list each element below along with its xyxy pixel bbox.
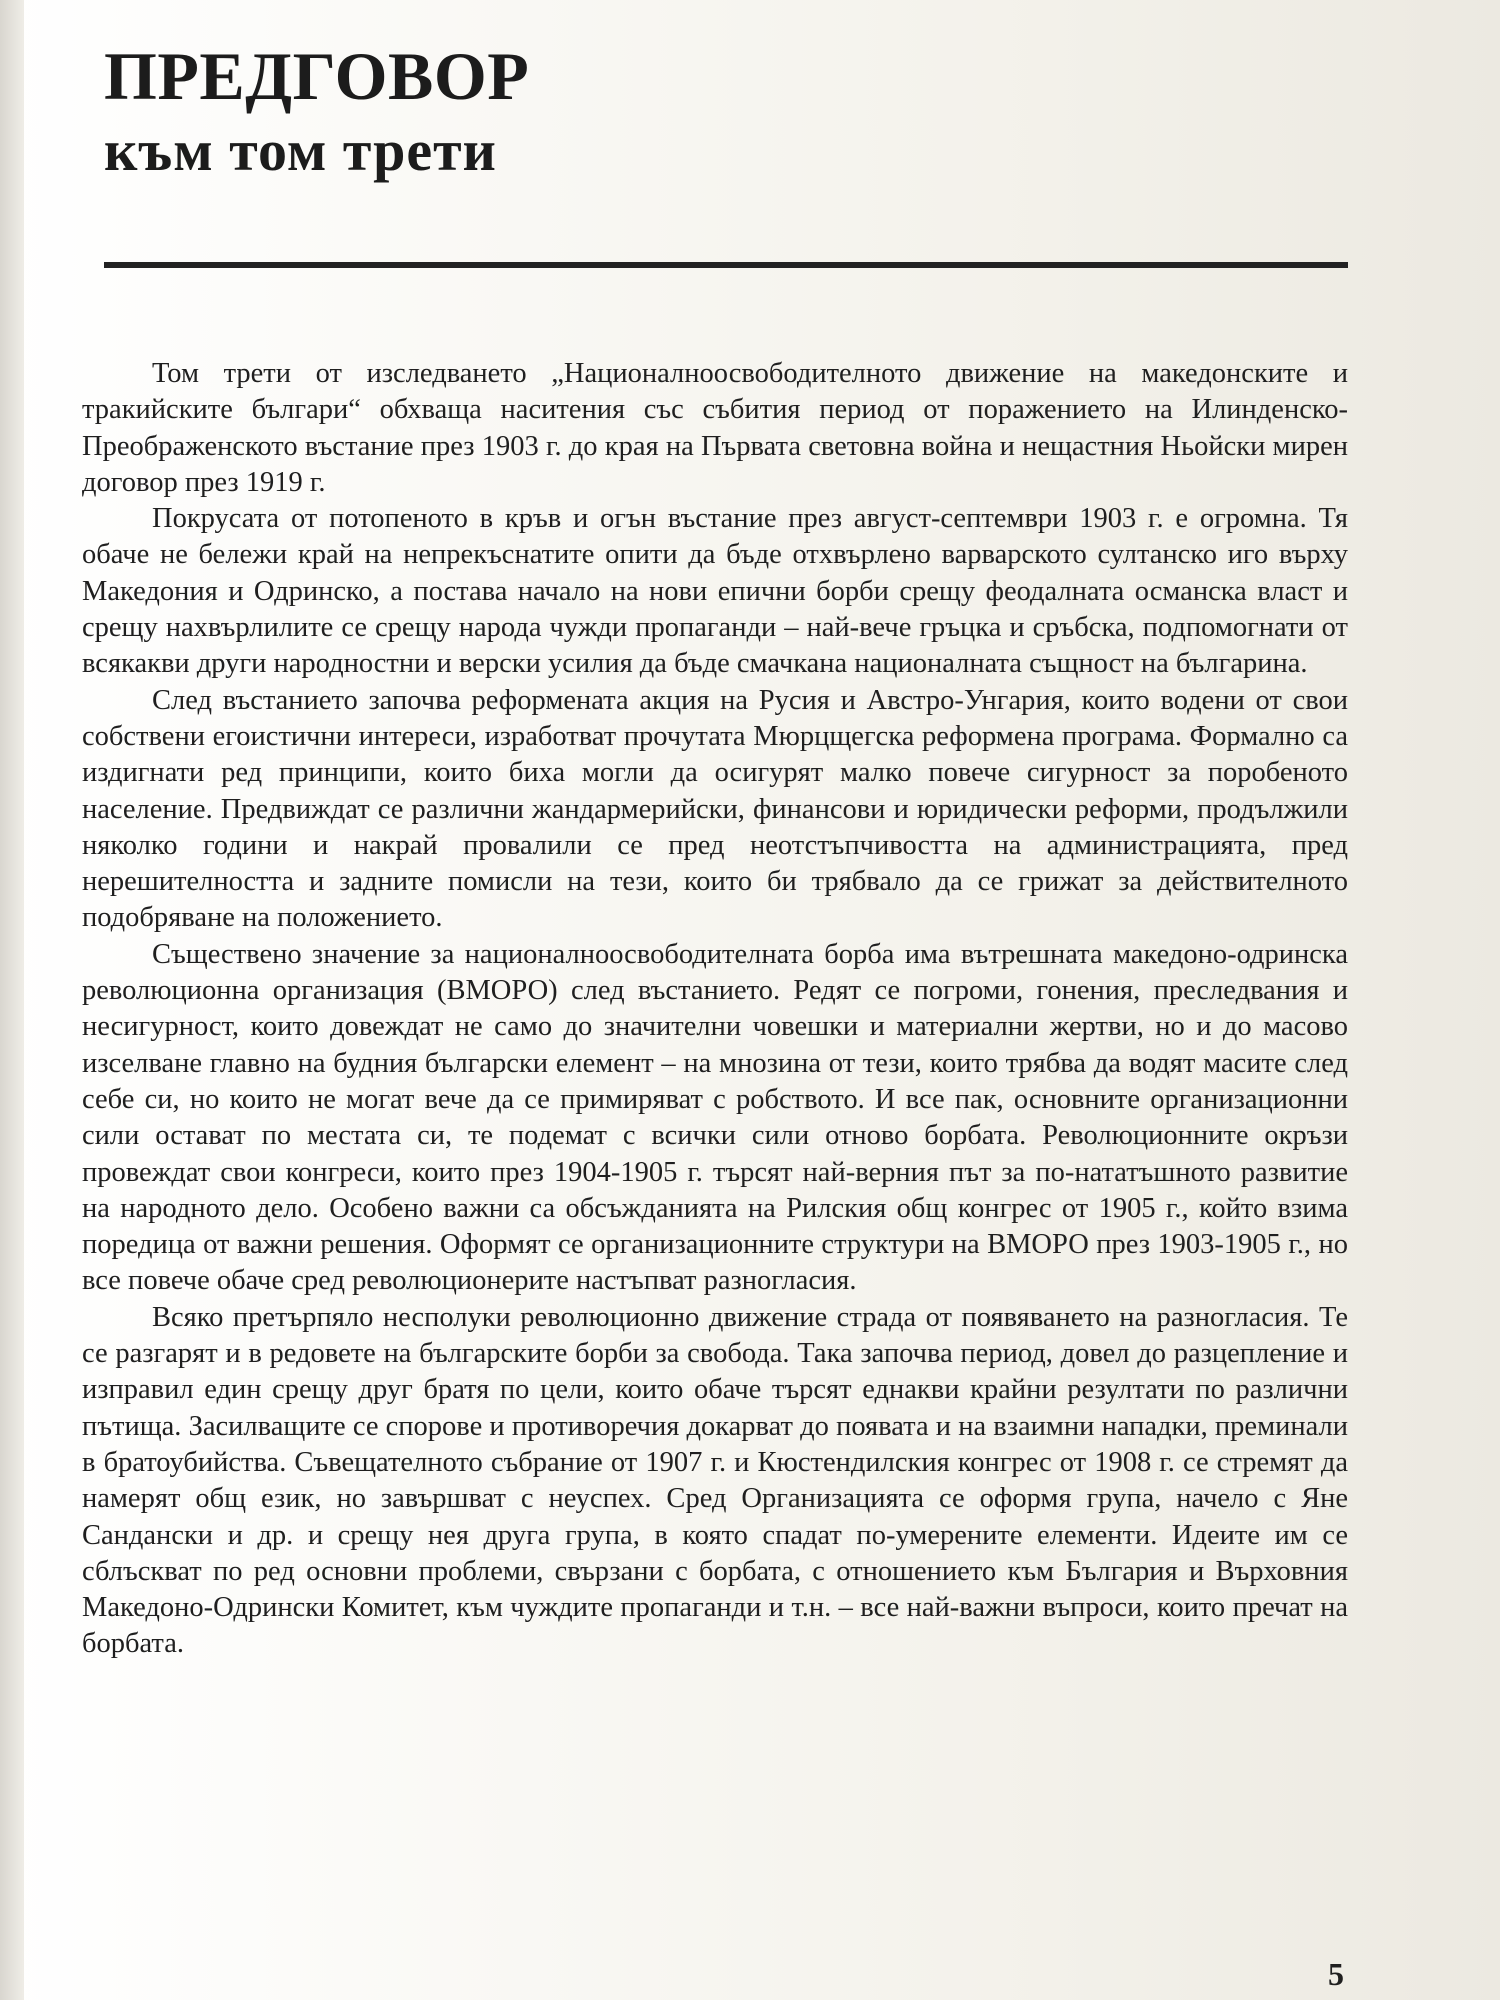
chapter-header xyxy=(104,36,1344,186)
paragraph-4: Съществено значение за националноосвободителната борба има вътрешната македоно-одринска революционна организация (ВМОРО) след въстанието. Редят се погроми, гонения, преследвания и несигурност, които довеждат не само до значителни човешки и материални жертви, но и до масово изселване главно на будния български елемент – на мнозина от тези, които трябва да водят масите след себе си, но които не могат вече да се примиряват с робството. И все пак, основните организационни сили остават по местата си, те подемат с всички сили отново борбата. Революционните окръзи провеждат свои конгреси, които през 1904-1905 г. търсят най-верния път за по-нататъшното развитие на народното дело. Особено важни са обсъжданията на Рилския общ конгрес от 1905 г., който взима поредица от важни решения. Оформят се организационните структури на ВМОРО през 1903-1905 г., но все повече обаче сред революционерите настъпват разногласия. xyxy=(82,938,1348,1297)
page-binding-edge xyxy=(0,0,24,2000)
page-number: 5 xyxy=(1328,1956,1344,1992)
paragraph-1: Том трети от изследването „Националноосвободителното движение на македонските и тракийските българи“ обхваща наситения със събития период от поражението на Илинденско-Преображенското въстание през 1903 г. до края на Първата световна война и нещастния Ньойски мирен договор през 1919 г. xyxy=(82,358,1348,498)
paragraph-2: Покрусата от потопеното в кръв и огън въстание през август-септември 1903 г. е огромна. Тя обаче не бележи край на непрекъснатите опити да бъде отхвърлено варварското султанско иго върху Македония и Одринско, а постава начало на нови епични борби срещу феодалната османска власт и срещу нахвърлилите се срещу народа чужди пропаганди – най-вече гръцка и сръбска, подпомогнати от всякакви други народностни и верски усилия да бъде смачкана националната същност на българина. xyxy=(82,503,1348,680)
chapter-subtitle: към том трети xyxy=(104,118,497,183)
body-text xyxy=(82,356,1348,1663)
chapter-title: ПРЕДГОВОР xyxy=(104,38,530,114)
paragraph-3: След въстанието започва реформената акция на Русия и Австро-Унгария, които водени от свои собствени егоистични интереси, изработват прочутата Мюрцщегска реформена програма. Формално са издигнати ред принципи, които биха могли да осигурят малко повече сигурност за поробеното население. Предвиждат се различни жандармерийски, финансови и юридически реформи, продължили няколко години и накрай провалили се пред неотстъпчивостта на администрацията, пред нерешителността и задните помисли на тези, които би трябвало да се грижат за действителното подобряване на положението. xyxy=(82,684,1348,934)
paragraph-5: Всяко претърпяло несполуки революционно движение страда от появяването на разногласия. Те се разгарят и в редовете на българските борби за свобода. Така започва период, довел до разцепление и изправил един срещу друг братя по цели, които обаче търсят еднакви крайни резултати по различни пътища. Засилващите се спорове и противоречия докарват до появата и на взаимни нападки, преминали в братоубийства. Съвещателното събрание от 1907 г. и Кюстендилския конгрес от 1908 г. се стремят да намерят общ език, но завършват с неуспех. Сред Организацията се оформя група, начело с Яне Сандански и др. и срещу нея друга група, в която спадат по-умерените елементи. Идеите им се сблъскват по ред основни проблеми, свързани с борбата, с отношението към България и Върховния Македоно-Одрински Комитет, към чуждите пропаганди и т.н. – все най-важни въпроси, които пречат на борбата. xyxy=(82,1301,1348,1660)
header-rule xyxy=(104,262,1348,268)
